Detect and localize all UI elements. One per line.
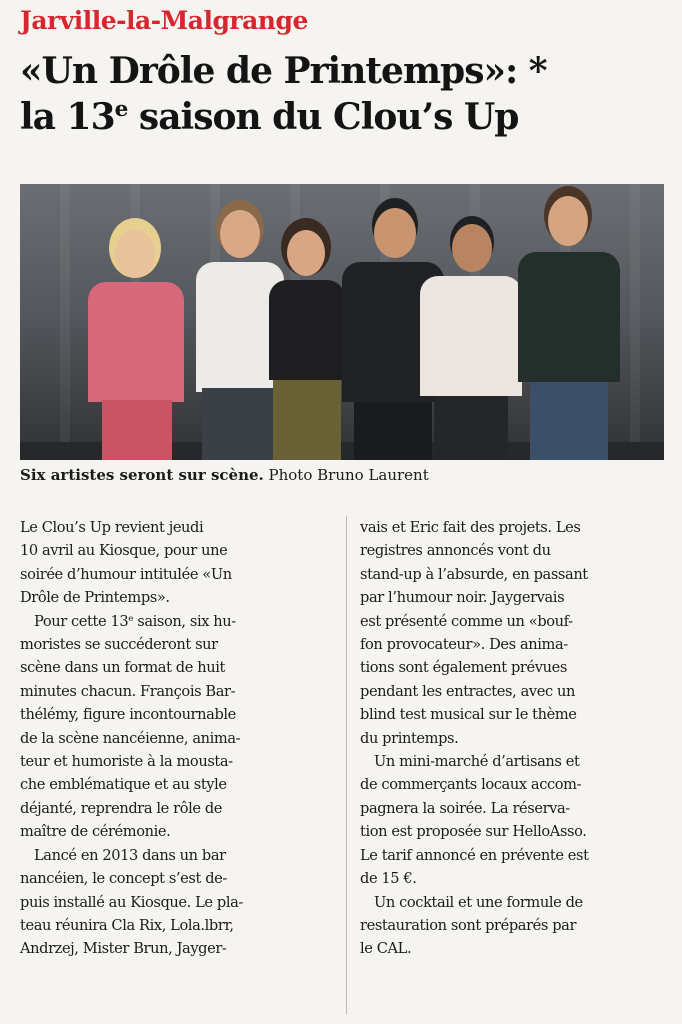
- body-text-line: Un cocktail et une formule de: [374, 893, 583, 911]
- column-divider: [346, 516, 347, 1014]
- article-column-right: [360, 516, 670, 961]
- body-text-line: fon provocateur». Des anima-: [360, 636, 568, 654]
- body-text-line: de commerçants locaux accom-: [360, 776, 582, 794]
- headline-line-2: [20, 94, 670, 140]
- body-text-line: Pour cette 13e saison, six hu-: [34, 612, 236, 630]
- body-text-line: vais et Eric fait des projets. Les: [360, 519, 581, 536]
- body-text-line: minutes chacun. François Bar-: [20, 682, 236, 700]
- body-text-line: de 15 €.: [360, 870, 417, 888]
- body-text-line: tions sont également prévues: [360, 659, 567, 677]
- body-text-line: pendant les entractes, avec un: [360, 682, 575, 700]
- headline-line-2-post: saison du Clou’s Up: [127, 96, 519, 138]
- body-text-line: tion est proposée sur HelloAsso.: [360, 823, 587, 841]
- body-text-line: du printemps.: [360, 729, 459, 747]
- body-text-line: teur et humoriste à la mousta-: [20, 753, 233, 771]
- section-kicker: Jarville-la-Malgrange: [20, 6, 308, 35]
- body-text-line: puis installé au Kiosque. Le pla-: [20, 893, 243, 911]
- body-text-line: blind test musical sur le thème: [360, 706, 577, 724]
- body-text-line: thélémy, figure incontournable: [20, 706, 236, 724]
- performer-6: [514, 196, 624, 460]
- article-column-left: [20, 516, 334, 961]
- body-text-line: scène dans un format de huit: [20, 659, 225, 677]
- body-text-line: Un mini-marché d’artisans et: [374, 753, 580, 771]
- headline-line-1: «Un Drôle de Printemps»: *: [20, 50, 547, 92]
- body-text-line: est présenté comme un «bouf-: [360, 612, 573, 630]
- photo-credit: Photo Bruno Laurent: [263, 466, 429, 484]
- body-text-line: stand-up à l’absurde, en passant: [360, 565, 588, 583]
- article-headline: [20, 48, 670, 140]
- article-photo: [20, 184, 664, 460]
- body-text-line: teau réunira Cla Rix, Lola.lbrr,: [20, 916, 234, 934]
- body-text-line: maître de cérémonie.: [20, 823, 171, 841]
- body-text-line: le CAL.: [360, 940, 412, 958]
- caption-text: Six artistes seront sur scène.: [20, 466, 264, 484]
- body-text-line: moristes se succéderont sur: [20, 636, 218, 654]
- body-text-line: che emblématique et au style: [20, 776, 227, 794]
- performer-1: [82, 230, 192, 460]
- body-text-line: restauration sont préparés par: [360, 916, 577, 934]
- body-text-line: de la scène nancéienne, anima-: [20, 729, 241, 747]
- body-text-line: pagnera la soirée. La réserva-: [360, 799, 570, 817]
- headline-superscript: e: [114, 97, 128, 123]
- photo-caption: [20, 466, 429, 484]
- body-text-line: par l’humour noir. Jaygervais: [360, 589, 565, 607]
- body-text-line: nancéien, le concept s’est de-: [20, 870, 227, 888]
- headline-line-2-pre: la 13: [20, 96, 115, 138]
- performer-5: [416, 224, 526, 460]
- body-text-line: Andrzej, Mister Brun, Jayger-: [20, 940, 227, 958]
- body-text-line: Lancé en 2013 dans un bar: [34, 846, 226, 864]
- body-text-line: registres annoncés vont du: [360, 542, 551, 560]
- body-text-line: 10 avril au Kiosque, pour une: [20, 542, 228, 560]
- body-text-line: déjanté, reprendra le rôle de: [20, 799, 223, 817]
- body-text-line: soirée d’humour intitulée «Un: [20, 565, 232, 583]
- body-text-line: Drôle de Printemps».: [20, 589, 170, 607]
- body-text-line: Le tarif annoncé en prévente est: [360, 846, 589, 864]
- body-text-line: Le Clou’s Up revient jeudi: [20, 519, 204, 536]
